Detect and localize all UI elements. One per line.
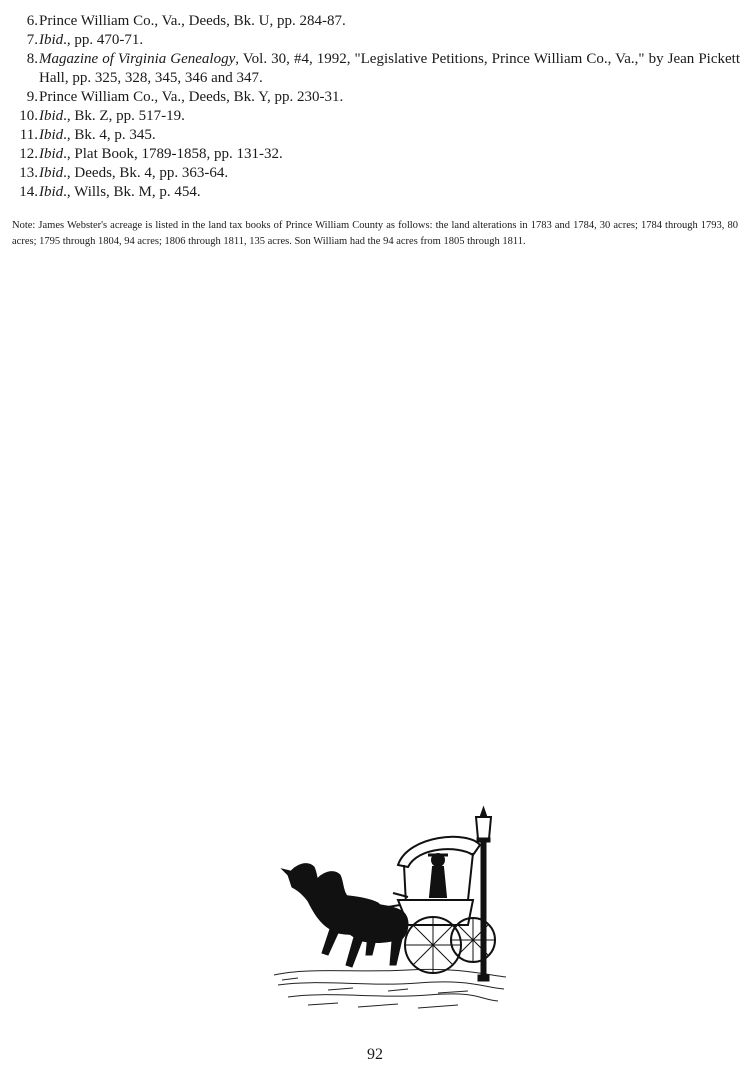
endnote-text — [38, 50, 740, 88]
horse-carriage-illustration — [268, 805, 512, 1015]
endnote-text — [38, 88, 740, 107]
endnote-plain-text: ., pp. 470-71. — [63, 32, 144, 48]
endnote-text — [38, 145, 740, 164]
endnote-item — [0, 145, 740, 164]
endnote-text — [38, 126, 740, 145]
endnote-italic-text: Ibid — [39, 32, 64, 48]
endnote-plain-text: ., Bk. 4, p. 345. — [63, 127, 156, 143]
endnote-item — [0, 12, 740, 31]
endnote-text — [38, 31, 740, 50]
endnote-text — [38, 164, 740, 183]
page-number: 92 — [367, 1046, 383, 1063]
endnote-number: 8. — [26, 51, 38, 67]
road-ground — [274, 969, 506, 1008]
endnote-italic-text: Ibid — [39, 127, 64, 143]
endnote-plain-text: ., Bk. Z, pp. 517-19. — [63, 108, 185, 124]
endnote-number: 14. — [19, 184, 38, 200]
endnote-item — [0, 183, 740, 202]
endnote-italic-text: Ibid — [39, 165, 64, 181]
endnote-plain-text: Prince William Co., Va., Deeds, Bk. Y, pp. 230-31. — [39, 89, 344, 105]
endnote-italic-text: Magazine of Virginia Genealogy — [39, 51, 236, 67]
endnote-item — [0, 31, 740, 50]
endnote-plain-text: ., Plat Book, 1789-1858, pp. 131-32. — [63, 146, 283, 162]
endnote-plain-text: ., Deeds, Bk. 4, pp. 363-64. — [63, 165, 229, 181]
endnote-number: 6. — [26, 13, 38, 29]
endnote-item — [0, 164, 740, 183]
endnote-text — [38, 107, 740, 126]
endnote-number: 9. — [26, 89, 38, 105]
endnote-italic-text: Ibid — [39, 108, 64, 124]
horses-icon — [282, 864, 408, 967]
endnote-text — [38, 12, 740, 31]
endnote-number: 7. — [26, 32, 38, 48]
endnote-number: 13. — [19, 165, 38, 181]
acreage-note: Note: James Webster's acreage is listed in the land tax books of Prince William County as follows: the land alterations in 1783 and 1784, 30 acres; 1784 through 1793, 80 acres; 1795 through 1804, 94 acres; 1806 through 1811, 135 acres. Son William had the 94 acres from 1805 through 1811. — [12, 220, 738, 247]
endnote-plain-text: ., Wills, Bk. M, p. 454. — [63, 184, 201, 200]
endnote-italic-text: Ibid — [39, 184, 64, 200]
endnote-item — [0, 107, 740, 126]
endnote-number: 10. — [19, 108, 38, 124]
endnote-italic-text: Ibid — [39, 146, 64, 162]
endnote-number: 12. — [19, 146, 38, 162]
endnote-number: 11. — [19, 127, 38, 143]
endnote-item — [0, 50, 740, 88]
endnote-item — [0, 88, 740, 107]
endnote-plain-text: Prince William Co., Va., Deeds, Bk. U, pp. 284-87. — [39, 13, 346, 29]
endnotes-list — [0, 12, 740, 202]
endnote-item — [0, 126, 740, 145]
endnote-plain-text: , Vol. 30, #4, 1992, "Legislative Petitions, Prince William Co., Va.," by Jean Pickett Hall, pp. 325, 328, 345, 346 and 347. — [39, 51, 740, 86]
endnote-text — [38, 183, 740, 202]
